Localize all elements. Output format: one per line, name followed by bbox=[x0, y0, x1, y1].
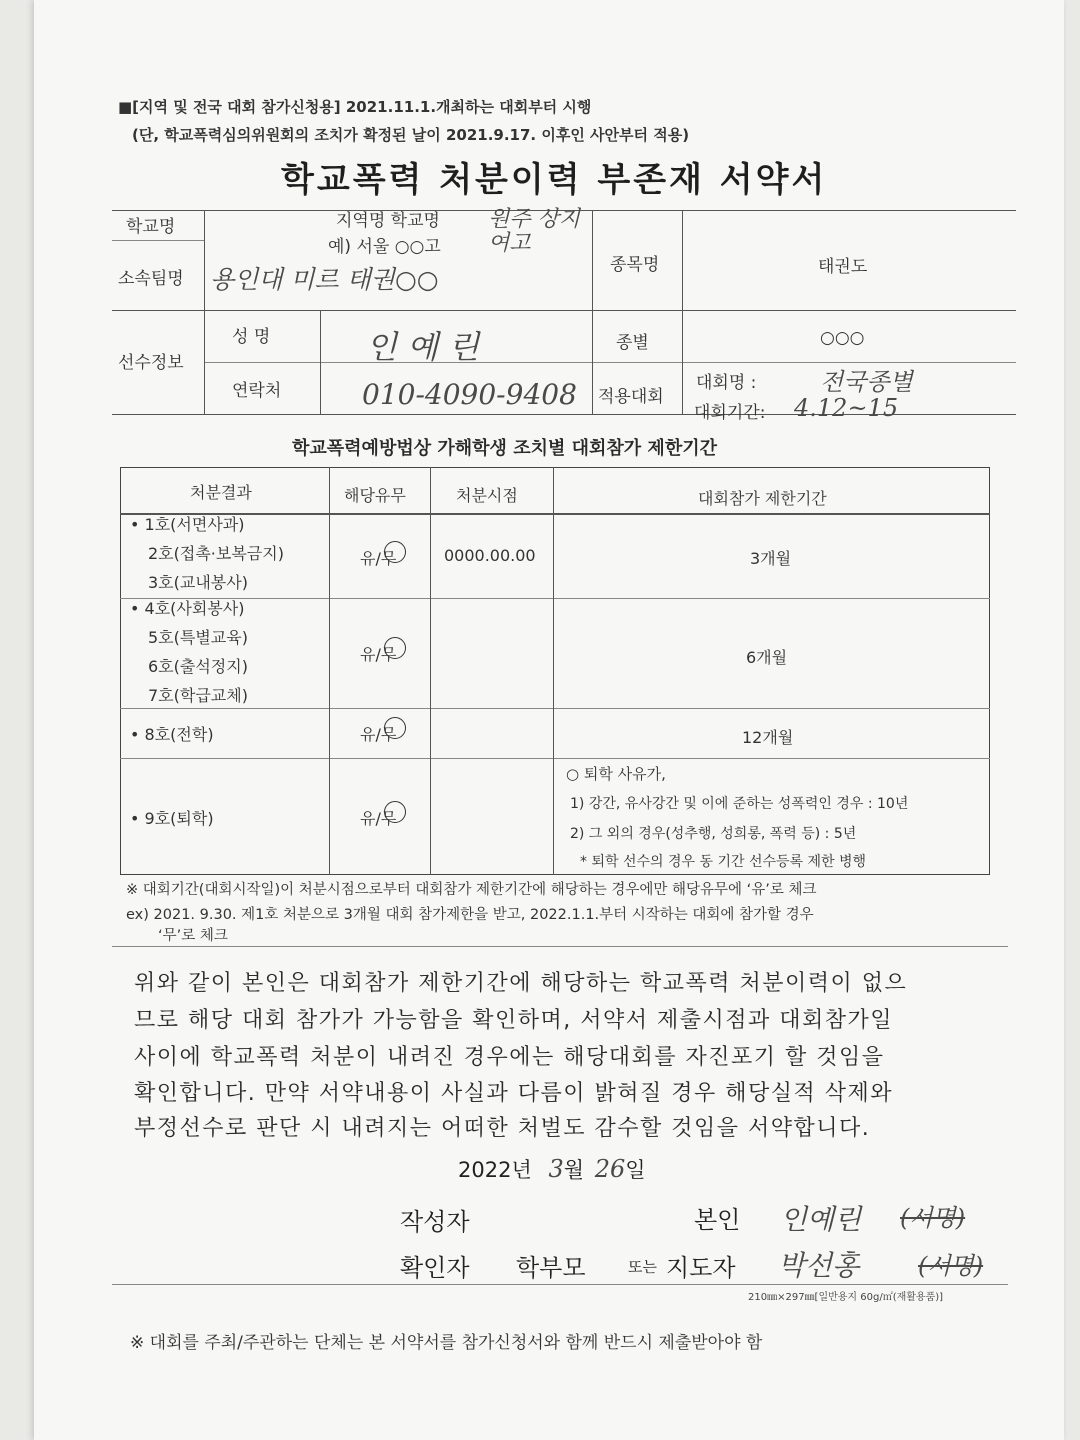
period-1: 3개월 bbox=[750, 549, 792, 568]
date-month: 3 bbox=[548, 1155, 564, 1183]
header-line-2: (단, 학교폭력심의위원회의 조치가 확정된 날이 2021.9.17. 이후인 사안부터 적용) bbox=[132, 126, 690, 144]
measure-date-1: 0000.00.00 bbox=[444, 546, 536, 565]
col-header-date: 처분시점 bbox=[456, 486, 518, 505]
table-row-line bbox=[120, 598, 990, 599]
event-label: 종목명 bbox=[610, 255, 660, 275]
check-circle-mark bbox=[384, 717, 406, 739]
expulsion-note: * 퇴학 선수의 경우 동 기간 선수등록 제한 병행 bbox=[580, 854, 867, 870]
pledge-line: 사이에 학교폭력 처분이 내려진 경우에는 해당대회를 자진포기 할 것임을 bbox=[134, 1045, 885, 1070]
header-line-1: ■[지역 및 전국 대회 참가신청용] 2021.11.1.개최하는 대회부터 시행 bbox=[118, 98, 592, 116]
contact-label: 연락처 bbox=[232, 381, 282, 401]
check-circle-mark bbox=[384, 541, 406, 563]
info-line bbox=[682, 210, 683, 414]
measure-item: • 8호(전학) bbox=[130, 725, 214, 744]
comp-name-value: 전국종별 bbox=[820, 368, 913, 396]
paper-spec: 210㎜×297㎜[일반용지 60g/㎡(재활용품)] bbox=[748, 1292, 944, 1303]
info-line bbox=[204, 210, 205, 414]
coach-name: 박선홍 bbox=[778, 1249, 860, 1282]
info-line bbox=[112, 310, 1016, 311]
pledge-line: 부정선수로 판단 시 내려지는 어떠한 처벌도 감수할 것임을 서약합니다. bbox=[134, 1116, 871, 1141]
self-label: 본인 bbox=[694, 1206, 741, 1234]
measure-item: 2호(접촉·보복금지) bbox=[148, 544, 284, 563]
table-title: 학교폭력예방법상 가해학생 조치별 대회참가 제한기간 bbox=[292, 438, 717, 459]
applicable-checkbox-4[interactable]: 유/무 bbox=[360, 809, 397, 828]
coach-label: 지도자 bbox=[666, 1254, 736, 1282]
note-line: ‘무’로 체크 bbox=[158, 928, 228, 944]
self-name: 인예린 bbox=[780, 1203, 862, 1236]
pledge-line: 확인합니다. 만약 서약내용이 사실과 다름이 밝혀질 경우 해당실적 삭제와 bbox=[134, 1081, 894, 1106]
pledge-line: 위와 같이 본인은 대회참가 제한기간에 해당하는 학교폭력 처분이력이 없으 bbox=[134, 971, 908, 996]
table-col-line bbox=[430, 467, 431, 875]
date-day-unit: 일 bbox=[625, 1158, 646, 1182]
table-row-line bbox=[120, 708, 990, 709]
pledge-date bbox=[458, 1154, 646, 1184]
period-3: 12개월 bbox=[742, 728, 794, 747]
col-header-period: 대회참가 제한기간 bbox=[698, 489, 827, 508]
school-label: 학교명 bbox=[126, 217, 176, 237]
divider bbox=[112, 1284, 1008, 1285]
comp-period-value: 4.12~15 bbox=[794, 394, 899, 422]
expulsion-note: 2) 그 외의 경우(성추행, 성희롱, 폭력 등) : 5년 bbox=[570, 826, 857, 842]
measure-item: • 1호(서면사과) bbox=[130, 515, 245, 534]
category-value: ○○○ bbox=[820, 328, 865, 348]
date-month-unit: 월 bbox=[563, 1158, 585, 1182]
table-col-line bbox=[329, 467, 330, 875]
name-value: 인 예 린 bbox=[366, 328, 480, 366]
or-label: 또는 bbox=[628, 1258, 657, 1276]
col-header-applicable: 해당유무 bbox=[344, 486, 406, 505]
comp-name-label: 대회명 : bbox=[696, 373, 757, 393]
player-info-label: 선수정보 bbox=[118, 353, 184, 373]
school-hint-2: 예) 서울 ○○고 bbox=[328, 237, 441, 257]
expulsion-note: 1) 강간, 유사강간 및 이에 준하는 성폭력인 경우 : 10년 bbox=[570, 796, 909, 812]
school-hint-1: 지역명 학교명 bbox=[336, 211, 440, 231]
expulsion-note: ○ 퇴학 사유가, bbox=[566, 765, 666, 783]
table-header-line bbox=[120, 513, 990, 515]
restriction-table bbox=[120, 467, 990, 875]
self-signature: (서명) bbox=[900, 1204, 966, 1232]
date-year: 2022 bbox=[458, 1158, 512, 1182]
coach-signature: (서명) bbox=[918, 1252, 984, 1280]
confirm-label: 확인자 bbox=[400, 1254, 470, 1282]
applicable-checkbox-2[interactable]: 유/무 bbox=[360, 645, 397, 664]
form-title: 학교폭력 처분이력 부존재 서약서 bbox=[281, 160, 828, 200]
comp-period-label: 대회기간: bbox=[694, 403, 766, 423]
applicable-checkbox-1[interactable]: 유/무 bbox=[360, 549, 397, 568]
writer-label: 작성자 bbox=[400, 1208, 470, 1236]
measure-item: • 9호(퇴학) bbox=[130, 809, 214, 828]
info-line bbox=[320, 310, 321, 414]
measure-item: 3호(교내봉사) bbox=[148, 573, 248, 592]
note-line: ex) 2021. 9.30. 제1호 처분으로 3개월 대회 참가제한을 받고, 2022.1.1.부터 시작하는 대회에 참가할 경우 bbox=[126, 907, 814, 923]
check-circle-mark bbox=[384, 801, 406, 823]
measure-item: 5호(특별교육) bbox=[148, 628, 248, 647]
event-value: 태권도 bbox=[818, 257, 868, 277]
measure-item: 6호(출석정지) bbox=[148, 657, 248, 676]
category-label: 종별 bbox=[616, 333, 649, 353]
name-label: 성 명 bbox=[232, 327, 271, 347]
parent-label: 학부모 bbox=[516, 1254, 586, 1282]
school-value: 원주 상지여고 bbox=[488, 207, 581, 256]
apply-comp-label: 적용대회 bbox=[598, 387, 664, 407]
measure-item: 7호(학급교체) bbox=[148, 686, 248, 705]
contact-value: 010-4090-9408 bbox=[362, 378, 577, 411]
footer-note: ※ 대회를 주최/주관하는 단체는 본 서약서를 참가신청서와 함께 반드시 제출받아야 함 bbox=[130, 1333, 763, 1353]
measure-item: • 4호(사회봉사) bbox=[130, 599, 245, 618]
table-col-line bbox=[553, 467, 554, 875]
team-label: 소속팀명 bbox=[118, 269, 184, 289]
applicable-checkbox-3[interactable]: 유/무 bbox=[360, 725, 397, 744]
period-2: 6개월 bbox=[746, 648, 788, 667]
info-line bbox=[112, 240, 204, 241]
date-day: 26 bbox=[594, 1155, 626, 1183]
divider bbox=[112, 946, 1008, 947]
pledge-line: 므로 해당 대회 참가가 가능함을 확인하며, 서약서 제출시점과 대회참가일 bbox=[134, 1008, 894, 1033]
info-line bbox=[592, 210, 593, 414]
col-header-result: 처분결과 bbox=[190, 483, 252, 502]
date-year-unit: 년 bbox=[511, 1158, 532, 1182]
table-row-line bbox=[120, 758, 990, 759]
team-value: 용인대 미르 태권○○ bbox=[210, 265, 439, 294]
check-circle-mark bbox=[384, 637, 406, 659]
note-line: ※ 대회기간(대회시작일)이 처분시점으로부터 대회참가 제한기간에 해당하는 경우에만 해당유무에 ‘유’로 체크 bbox=[126, 882, 817, 898]
